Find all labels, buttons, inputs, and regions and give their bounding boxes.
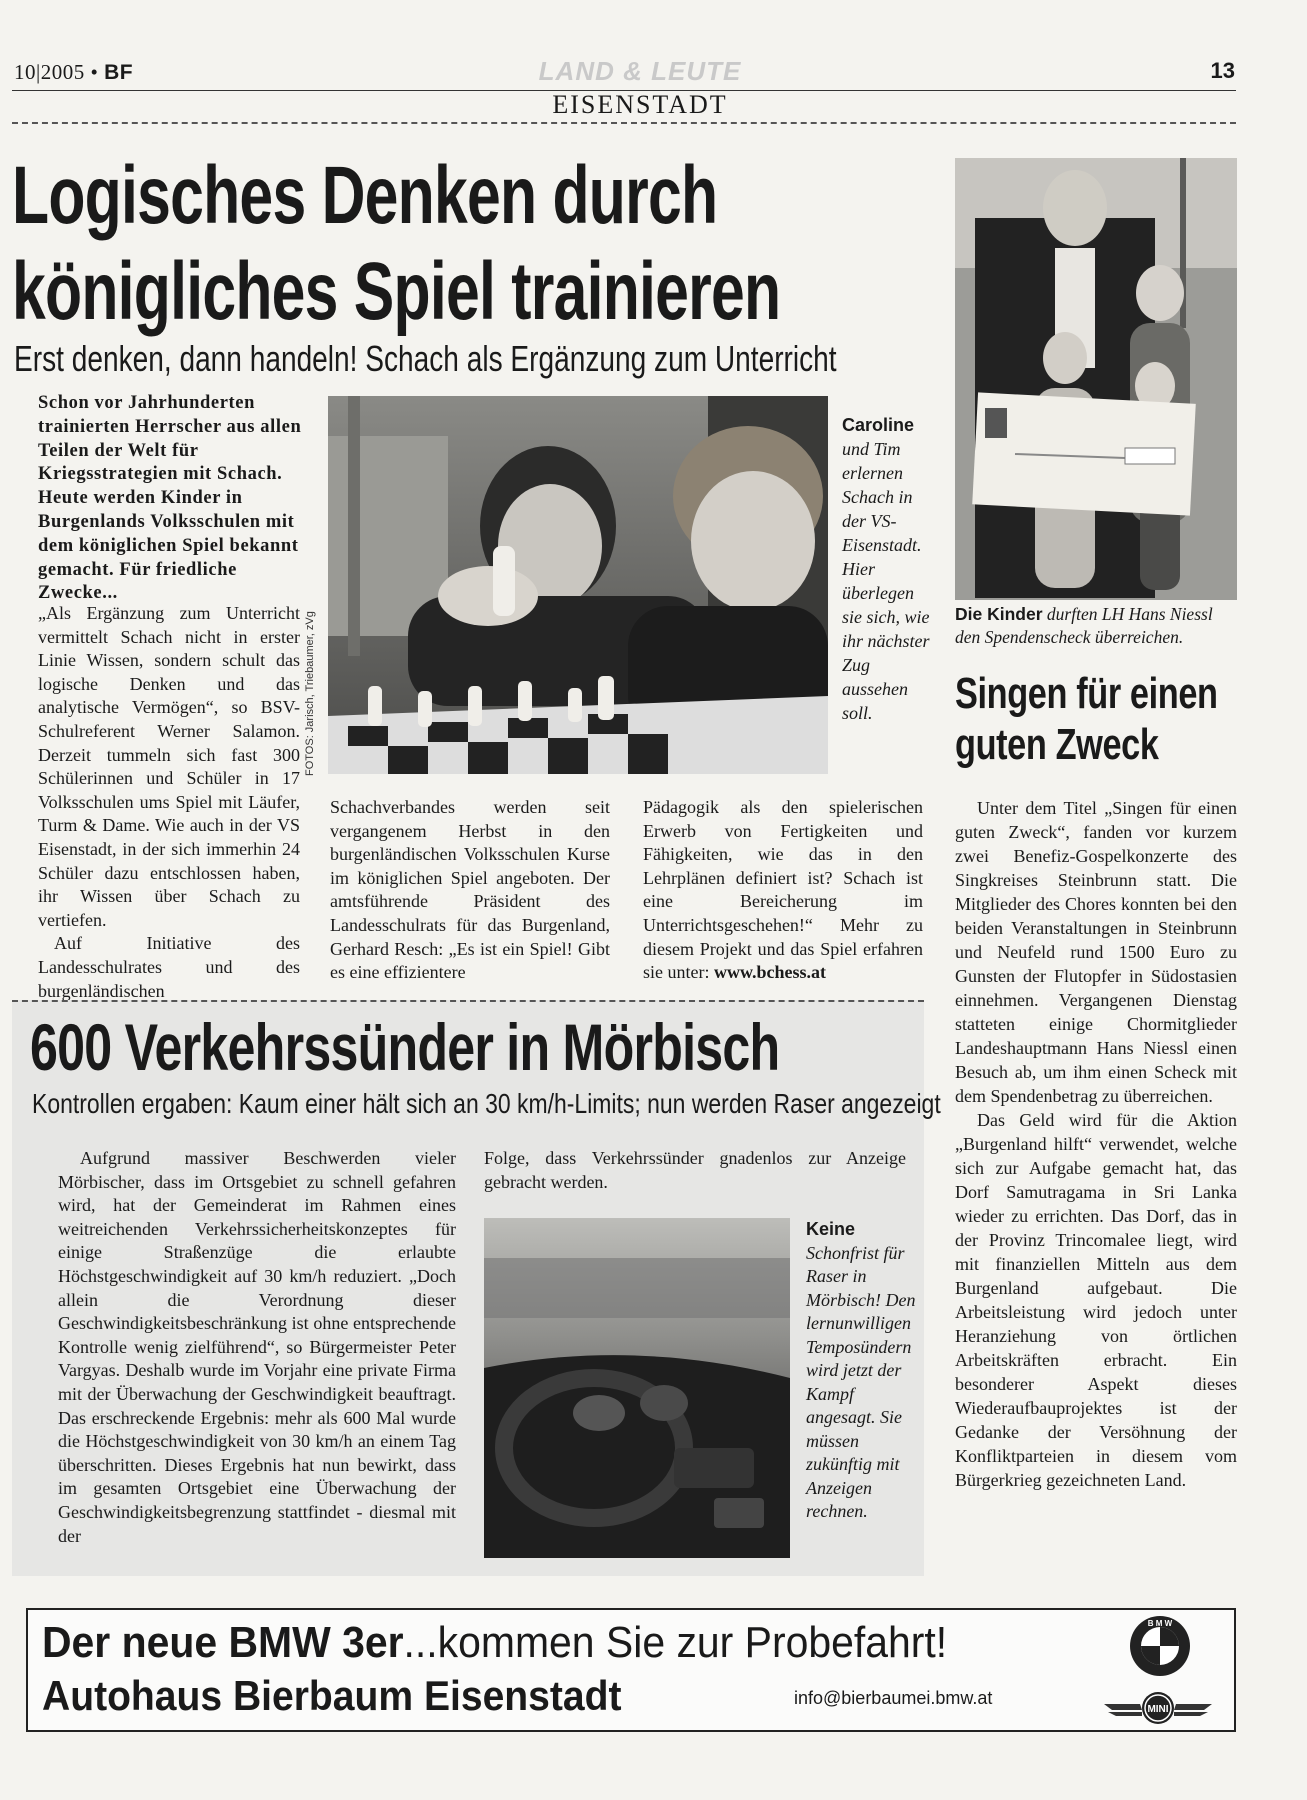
caption-text: Schonfrist für Raser in Mörbisch! Den lernunwilligen Temposündern wird jetzt der Kampf angesagt. Sie müssen zukünftig mit Anzeigen rechnen. bbox=[806, 1242, 916, 1521]
paper-logo: BF bbox=[104, 61, 134, 84]
advert-headline-bold: Der neue BMW 3er bbox=[42, 1618, 404, 1667]
advert-headline-rest: ...kommen Sie zur Probefahrt! bbox=[403, 1618, 948, 1667]
traffic-headline: 600 Verkehrssünder in Mörbisch bbox=[30, 1010, 780, 1084]
chess-headline bbox=[12, 148, 780, 340]
caption-text: durften LH Hans Niessl den Spendenscheck überreichen. bbox=[955, 604, 1213, 647]
advert-dealer-name: Autohaus Bierbaum Eisenstadt bbox=[42, 1672, 622, 1719]
caption-bold: Keine bbox=[806, 1219, 856, 1239]
singing-paragraph: Das Geld wird für die Aktion „Burgenland hilft“ verwendet, welche sich zur Aufgabe gemacht hat, das Dorf Samutragama in Sri Lanka wieder zu errichten. Das Dorf, das in der Provinz Trincomalee liegt, wird mit finanziellen Mitteln aus dem Burgenland aufgebaut. Die Arbeitsleistung wird jedoch unter Heranziehung von örtlichen Arbeitskräften erbracht. Ein besonderer Aspekt dieses Wiederaufbauprojektes ist der Gedanke der Versöhnung der Konfliktparteien in diesem vom Bürgerkrieg gezeichneten Land. bbox=[955, 1110, 1237, 1490]
chess-col3-paragraph bbox=[643, 796, 923, 985]
chess-col2-paragraph: Schachverbandes werden seit vergangenem Herbst in den burgenländischen Volksschulen Kurse im königlichen Spiel angeboten. Der amtsführende Präsident des Landesschulrats für das Burgenland, Gerhard Resch: „Es ist ein Spiel! Gibt es eine effizientere bbox=[330, 797, 610, 983]
singing-paragraph: Unter dem Titel „Singen für einen guten Zweck“, fanden vor kurzem zwei Benefiz-Gospelkonzerte des Singkreises Steinbrunn statt. Die Mitglieder des Chores konnten bei den beiden Veranstaltungen in Steinbrunn und Neufeld rund 1500 Euro zu Gunsten der Flutopfer in Südostasien einnehmen. Vergangenen Dienstag statteten einige Chormitglieder Landeshauptmann Hans Niessl einen Besuch ab, um ihm einen Scheck mit dem Spendenbetrag zu überreichen. bbox=[955, 798, 1237, 1106]
mini-logo-icon bbox=[1104, 1690, 1212, 1726]
bmw-advert[interactable] bbox=[26, 1608, 1236, 1732]
page-number: 13 bbox=[1210, 58, 1235, 83]
traffic-column-1 bbox=[58, 1147, 456, 1548]
photo-credit: FOTOS: Jarisch, Triebaumer, zVg bbox=[304, 611, 316, 776]
traffic-photo-image bbox=[484, 1218, 790, 1558]
chess-column-3 bbox=[643, 796, 923, 985]
bmw-logo-text: B M W bbox=[1147, 1619, 1173, 1628]
chess-col3-text: Pädagogik als den spielerischen Erwerb von Fertigkeiten und Fähigkeiten, wie das in den Lehrplänen definiert ist? Schach ist eine Bereicherung im Unterrichtsgeschehen!“ Mehr zu diesem Projekt und das Spiel erfahren sie unter: bbox=[643, 797, 923, 983]
singing-headline bbox=[955, 668, 1218, 770]
bmw-logo-icon bbox=[1128, 1614, 1192, 1678]
traffic-subheadline: Kontrollen ergaben: Kaum einer hält sich an 30 km/h-Limits; nun werden Raser angezeigt bbox=[32, 1088, 941, 1119]
caption-text: und Tim erlernen Schach in der VS-Eisenstadt. Hier überlegen sie sich, wie ihr nächster Zug aussehen soll. bbox=[842, 439, 930, 723]
section-title: LAND & LEUTE bbox=[538, 56, 742, 86]
chess-subheadline: Erst denken, dann handeln! Schach als Ergänzung zum Unterricht bbox=[14, 338, 837, 379]
singing-body bbox=[955, 796, 1237, 1492]
chess-headline-line1: Logisches Denken durch bbox=[12, 150, 718, 241]
singing-photo-caption bbox=[955, 603, 1237, 649]
chess-lead: Schon vor Jahrhunderten trainierten Herrscher aus allen Teilen der Welt für Kriegsstrategien mit Schach. Heute werden Kinder in Burgenlands Volksschulen mit dem königlichen Spiel bekannt gemacht. Für friedliche Zwecke... bbox=[38, 393, 302, 604]
advert-email[interactable]: info@bierbaumei.bmw.at bbox=[794, 1688, 993, 1708]
chess-photo bbox=[328, 396, 828, 774]
traffic-photo-caption bbox=[806, 1218, 918, 1524]
section-city: EISENSTADT bbox=[552, 90, 728, 119]
caption-bold: Caroline bbox=[842, 415, 915, 435]
chess-col1-paragraph: Auf Initiative des Landesschulrates und des burgenländischen bbox=[38, 933, 300, 1001]
mini-logo-text: MINI bbox=[1147, 1704, 1169, 1715]
issue-date: 10|2005 • bbox=[14, 60, 99, 84]
traffic-divider bbox=[12, 1000, 924, 1002]
chess-photo-image bbox=[328, 396, 828, 774]
caption-bold: Die Kinder bbox=[955, 604, 1043, 624]
traffic-col2-paragraph: Folge, dass Verkehrssünder gnadenlos zur Anzeige gebracht werden. bbox=[484, 1148, 906, 1192]
chess-column-2 bbox=[330, 796, 610, 985]
singing-headline-line2: guten Zweck bbox=[955, 720, 1159, 769]
issue-info bbox=[14, 60, 133, 85]
chess-website-link[interactable]: www.bchess.at bbox=[713, 962, 826, 983]
singing-photo bbox=[955, 158, 1237, 600]
singing-photo-image bbox=[955, 158, 1237, 600]
header-divider bbox=[12, 122, 1236, 124]
traffic-col1-paragraph: Aufgrund massiver Beschwerden vieler Mörbischer, dass im Ortsgebiet zu schnell gefahren wird, hat der Gemeinderat im Rahmen eines weitreichenden Verkehrssicherheitskonzeptes für einige Straßenzüge die erlaubte Höchstgeschwindigkeit auf 30 km/h reduziert. „Doch allein die Verordnung dieser Geschwindigkeitsbeschränkung ist ohne entsprechende Kontrolle wenig zielführend“, so Bürgermeister Peter Vargyas. Deshalb wurde im Vorjahr eine private Firma mit der Überwachung der Geschwindigkeit beauftragt. Das erschreckende Ergebnis: mehr als 600 Mal wurde die Höchstgeschwindigkeit von 30 km/h an einem Tag überschritten. Dieses Ergebnis hat nun bewirkt, dass im gesamten Ortsgebiet eine Überwachung der Geschwindigkeitsbegrenzung stattfindet - diesmal mit der bbox=[58, 1148, 456, 1546]
chess-col1-paragraph: „Als Ergänzung zum Unterricht vermittelt Schach nicht in erster Linie Wissen, sondern schult das logische Denken und das analytische Vermögen“, so BSV-Schulreferent Werner Salamon. Derzeit tummeln sich fast 300 Schülerinnen und Schüler in 17 Volksschulen ums Spiel mit Läufer, Turm & Dame. Wie auch in der VS Eisenstadt, in der sich immerhin 24 Schüler dazu entschlossen haben, ihr Wissen über Schach zu vertiefen. bbox=[38, 603, 300, 930]
chess-column-1 bbox=[38, 602, 300, 1003]
chess-photo-caption bbox=[842, 413, 930, 725]
advert-headline bbox=[42, 1618, 947, 1668]
traffic-photo bbox=[484, 1218, 790, 1558]
singing-headline-line1: Singen für einen bbox=[955, 669, 1218, 718]
chess-headline-line2: königliches Spiel trainieren bbox=[12, 246, 781, 337]
traffic-column-2 bbox=[484, 1147, 906, 1194]
